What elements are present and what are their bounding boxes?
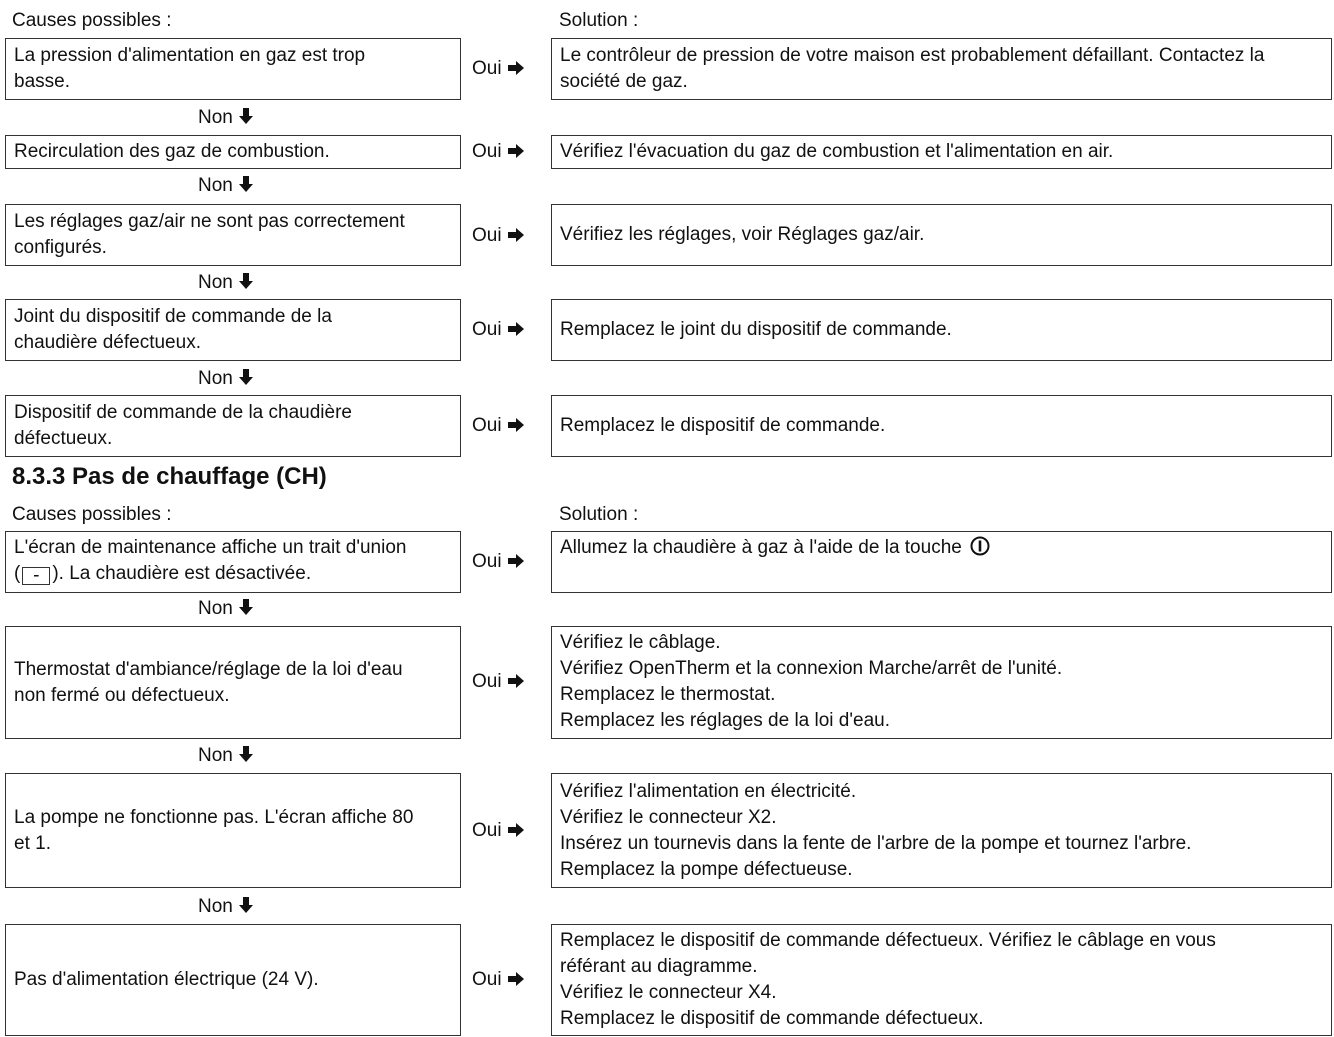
solution-text: Vérifiez les réglages, voir Réglages gaz/air. (560, 224, 925, 245)
arrow-down-icon (239, 176, 253, 192)
solution-text-content: Allumez la chaudière à gaz à l'aide de la touche (560, 537, 962, 558)
yes-label: Oui (472, 671, 502, 692)
causes-header: Causes possibles : (12, 504, 172, 525)
arrow-right-icon (508, 674, 524, 688)
no-connector (198, 368, 253, 390)
solution-text: Remplacez le dispositif de commande défectueux. Vérifiez le câblage en vous référant au diagramme. Vérifiez le connecteur X4. Remplacez le dispositif de commande défectueux. (560, 930, 1216, 1029)
solution-box (551, 38, 1332, 100)
no-label: Non (198, 107, 233, 128)
solution-box (551, 395, 1332, 457)
no-label: Non (198, 598, 233, 619)
arrow-right-icon (508, 322, 524, 336)
solution-box (551, 531, 1332, 593)
cause-box (5, 38, 461, 100)
solution-box (551, 924, 1332, 1036)
arrow-down-icon (239, 599, 253, 615)
arrow-right-icon (508, 418, 524, 432)
power-button-icon (970, 536, 990, 556)
cause-text-line2 (14, 561, 406, 587)
cause-text (14, 535, 406, 587)
no-connector (198, 896, 253, 918)
cause-text: Pas d'alimentation électrique (24 V). (14, 969, 319, 990)
section-title: 8.3.3 Pas de chauffage (CH) (12, 463, 327, 490)
no-connector (198, 272, 253, 294)
arrow-right-icon (508, 61, 524, 75)
no-connector (198, 175, 253, 197)
no-label: Non (198, 745, 233, 766)
yes-connector (472, 671, 524, 693)
solution-text: Le contrôleur de pression de votre maison est probablement défaillant. Contactez la société de gaz. (560, 45, 1265, 92)
cause-box (5, 395, 461, 457)
yes-label: Oui (472, 551, 502, 572)
no-label: Non (198, 896, 233, 917)
cause-text-line1: L'écran de maintenance affiche un trait d'union (14, 537, 407, 558)
no-connector (198, 598, 253, 620)
solution-text: Vérifiez le câblage. Vérifiez OpenTherm et la connexion Marche/arrêt de l'unité. Remplacez le thermostat. Remplacez les réglages de la loi d'eau. (560, 632, 1063, 731)
yes-label: Oui (472, 225, 502, 246)
solution-text (560, 535, 990, 561)
no-label: Non (198, 272, 233, 293)
cause-text: Les réglages gaz/air ne sont pas correctement configurés. (14, 211, 405, 258)
cause-box (5, 135, 461, 169)
no-label: Non (198, 175, 233, 196)
yes-connector (472, 969, 524, 991)
cause-box (5, 531, 461, 593)
yes-connector (472, 551, 524, 573)
solution-header: Solution : (559, 10, 639, 31)
cause-box (5, 773, 461, 888)
solution-text: Remplacez le dispositif de commande. (560, 415, 886, 436)
solution-box (551, 299, 1332, 361)
yes-connector (472, 58, 524, 80)
solution-text: Vérifiez l'évacuation du gaz de combustion et l'alimentation en air. (560, 141, 1114, 162)
yes-label: Oui (472, 415, 502, 436)
paren-open: ( (14, 563, 21, 584)
arrow-right-icon (508, 144, 524, 158)
cause-text: Recirculation des gaz de combustion. (14, 141, 330, 162)
solution-box (551, 626, 1332, 739)
cause-text-line2-rest: ). La chaudière est désactivée. (52, 563, 312, 584)
yes-label: Oui (472, 58, 502, 79)
arrow-down-icon (239, 108, 253, 124)
solution-text: Vérifiez l'alimentation en électricité. Vérifiez le connecteur X2. Insérez un tournevis dans la fente de l'arbre de la pompe et tournez l'arbre. Remplacez la pompe défectueuse. (560, 780, 1192, 880)
cause-box (5, 924, 461, 1036)
solution-text: Remplacez le joint du dispositif de commande. (560, 319, 952, 340)
arrow-right-icon (508, 823, 524, 837)
solution-box (551, 204, 1332, 266)
yes-label: Oui (472, 820, 502, 841)
cause-text: Dispositif de commande de la chaudière défectueux. (14, 402, 352, 449)
yes-connector (472, 415, 524, 437)
solution-header: Solution : (559, 504, 639, 525)
causes-header: Causes possibles : (12, 10, 172, 31)
cause-text: Thermostat d'ambiance/réglage de la loi d'eau non fermé ou défectueux. (14, 658, 403, 706)
no-connector (198, 107, 253, 129)
arrow-down-icon (239, 746, 253, 762)
cause-text: La pression d'alimentation en gaz est trop basse. (14, 45, 366, 92)
arrow-right-icon (508, 972, 524, 986)
cause-box (5, 204, 461, 266)
yes-label: Oui (472, 141, 502, 162)
no-connector (198, 745, 253, 767)
yes-label: Oui (472, 319, 502, 340)
arrow-right-icon (508, 554, 524, 568)
yes-connector (472, 225, 524, 247)
arrow-down-icon (239, 273, 253, 289)
yes-label: Oui (472, 969, 502, 990)
cause-box (5, 299, 461, 361)
cause-text: Joint du dispositif de commande de la chaudière défectueux. (14, 306, 332, 353)
arrow-down-icon (239, 369, 253, 385)
no-label: Non (198, 368, 233, 389)
solution-box (551, 135, 1332, 169)
yes-connector (472, 319, 524, 341)
yes-connector (472, 141, 524, 163)
arrow-right-icon (508, 228, 524, 242)
dash-key-icon: - (22, 567, 50, 585)
yes-connector (472, 820, 524, 842)
cause-text: La pompe ne fonctionne pas. L'écran affiche 80 et 1. (14, 806, 414, 854)
cause-box (5, 626, 461, 739)
solution-box (551, 773, 1332, 888)
arrow-down-icon (239, 897, 253, 913)
